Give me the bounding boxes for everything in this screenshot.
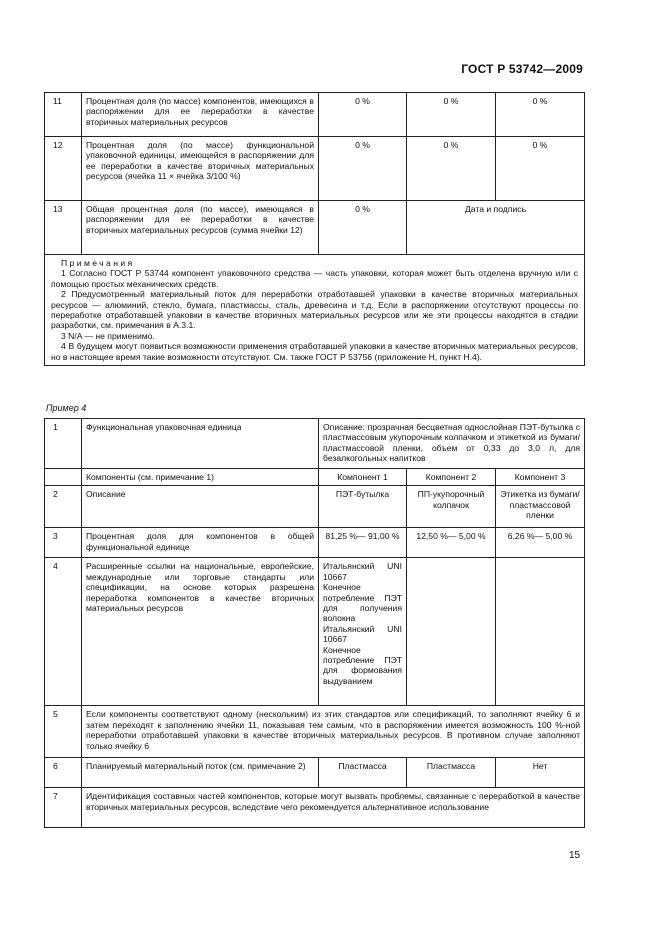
example-label: Пример 4 [46,403,87,413]
table-row [45,486,585,528]
table-row [45,758,585,788]
table-continuation [44,92,585,366]
example-4-table [44,418,585,828]
row-number: 1 [45,419,82,469]
component-2-value: 12,50 %— 5,00 % [407,528,496,558]
date-signature-cell: Дата и подпись [407,201,585,255]
note-item: 2 Предусмотренный материальный поток для переработки отработавшей упаковки в качестве вторичных материальных ресурсов — алюминий, стекло, бумага, пластмассы, сталь, древесина и т.д. Если в распоряжении отсутствуют процессы по переработке отработавшей упаковки в качестве вторичных материальных ресурсов или же эти процессы находятся в стадии разработки, см. примечания в А.3.1. [51,289,578,331]
component-1-header: Компонент 1 [319,469,407,486]
components-header-label: Компоненты (см. примечание 1) [82,469,319,486]
page-number: 15 [569,850,581,861]
note-item: 4 В будущем могут появиться возможности применения отработавшей упаковки в качестве вторичных материальных ресурсов, но в настоящее время такие возможности отсутствуют. См. также ГОСТ Р 53756 (приложение Н, пункт Н.4). [51,341,578,362]
row-number: 5 [45,706,82,758]
row-description: Процентная доля (по массе) функциональной упаковочной единицы, имеющейся в распоряжении для ее переработки в качестве вторичных материальных ресурсов (ячейка 11 × ячейка 3/100 %) [82,137,319,201]
table-row [45,201,585,255]
components-header-row [45,469,585,486]
row-description: Процентная доля (по массе) компонентов, имеющихся в распоряжении для ее переработки в качестве вторичных материальных ресурсов [82,93,319,137]
standard-line: Конечное потребление ПЭТ для формования выдуванием [323,644,402,686]
component-2-value: 0 % [407,137,496,201]
component-1-value: 0 % [319,201,407,255]
table-row [45,788,585,828]
component-2-value: ПП-укупорочный колпачок [407,486,496,528]
table-row [45,558,585,706]
row-number: 6 [45,758,82,788]
row-number: 12 [45,137,82,201]
component-3-value: 0 % [496,137,585,201]
standard-line: Итальянский UNI 10667 [323,623,402,645]
component-3-value: 0 % [496,93,585,137]
document-standard-header: ГОСТ Р 53742—2009 [461,62,583,76]
component-2-value: 0 % [407,93,496,137]
unit-description: Описание: прозрачная бесцветная однослойная ПЭТ-бутылка с пластмассовым укупорочным колпачком и этикеткой из бумаги/пластмассовой пленки, объем от 0,33 до 3,0 л, для безалкогольных напитков [319,419,585,469]
component-3-value: Нет [496,758,585,788]
table-row [45,706,585,758]
row-label: Описание [82,486,319,528]
component-3-value: Этикетка из бумаги/пластмассовой пленки [496,486,585,528]
row-description: Общая процентная доля (по массе), имеющаяся в распоряжении для ее переработки в качестве вторичных материальных ресурсов (сумма ячейки 12) [82,201,319,255]
row-label: Планируемый материальный поток (см. примечание 2) [82,758,319,788]
component-3-standards [496,558,585,706]
component-2-value: Пластмасса [407,758,496,788]
row-number: 2 [45,486,82,528]
component-1-value: 0 % [319,137,407,201]
table-row [45,137,585,201]
row-label: Функциональная упаковочная единица [82,419,319,469]
component-2-header: Компонент 2 [407,469,496,486]
row-instruction: Идентификация составных частей компонентов, которые могут вызвать проблемы, связанные с переработкой в качестве вторичных материальных ресурсов, вследствие чего рекомендуется альтернативное использование [82,788,585,828]
row-label: Расширенные ссылки на национальные, европейские, международные или торговые стандарты или спецификации, на основе которых разрешена переработка компонентов в качестве вторичных материальных ресурсов [82,558,319,706]
notes-block [45,255,585,366]
table-row [45,419,585,469]
component-3-value: 6,26 %— 5,00 % [496,528,585,558]
row-label: Процентная доля для компонентов в общей функциональной единице [82,528,319,558]
note-item: 1 Согласно ГОСТ Р 53744 компонент упаковочного средства — часть упаковки, которая может быть отделена вручную или с помощью простых механических средств. [51,268,578,289]
notes-row [45,255,585,366]
component-1-value: 81,25 %— 91,00 % [319,528,407,558]
row-number: 11 [45,93,82,137]
component-2-standards [407,558,496,706]
row-number: 7 [45,788,82,828]
empty-cell [45,469,82,486]
component-3-header: Компонент 3 [496,469,585,486]
component-1-value: 0 % [319,93,407,137]
row-number: 3 [45,528,82,558]
table-row [45,93,585,137]
row-instruction: Если компоненты соответствуют одному (нескольким) из этих стандартов или спецификаций, то заполняют ячейку 6 и затем переходят к заполнению ячейки 11, показывая тем самым, что в распоряжении имеется возможность 100 %-ной переработки отработавшей упаковки в качестве вторичных материальных ресурсов. В противном случае заполняют только ячейку 6 [82,706,585,758]
table-row [45,528,585,558]
row-number: 13 [45,201,82,255]
component-1-standards [319,558,407,706]
component-1-value: ПЭТ-бутылка [319,486,407,528]
standard-line: Конечное потребление ПЭТ для получения волокна [323,582,402,624]
row-number: 4 [45,558,82,706]
component-1-value: Пластмасса [319,758,407,788]
notes-title: Примечания [61,258,135,268]
note-item: 3 N/A — не применимо. [61,330,155,341]
standard-line: Итальянский UNI 10667 [323,561,402,582]
